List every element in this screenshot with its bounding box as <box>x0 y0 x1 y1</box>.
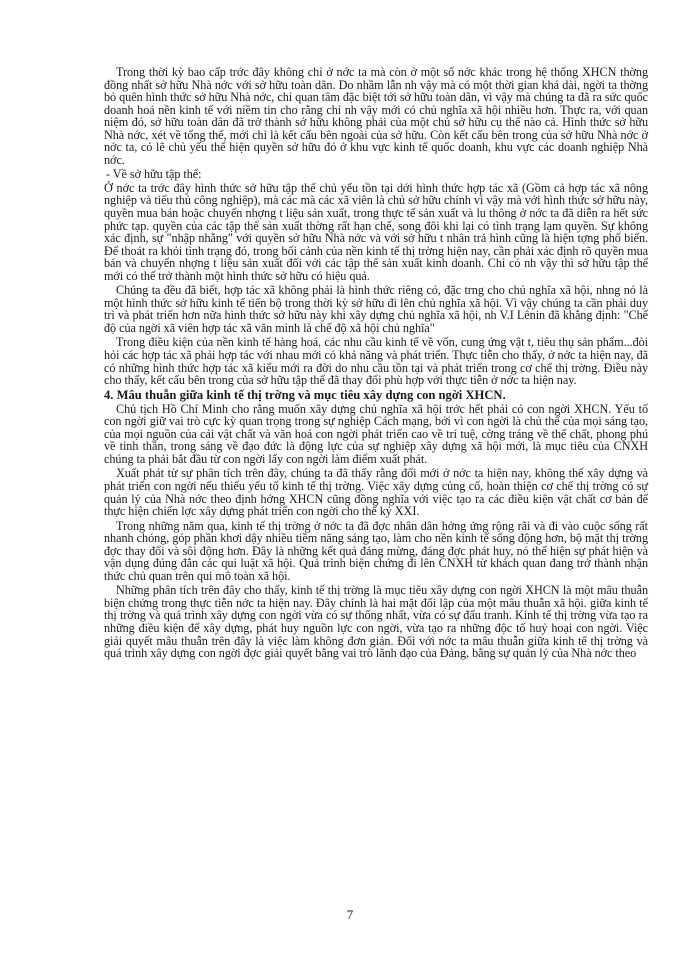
paragraph-cooperatives: Chúng ta đều đã biết, hợp tác xã không phải là hình thức riêng có, đặc trng cho chủ nghĩa xã hội, nhng nó là một hình thức sở hữu kinh tế tiến bộ trong thời kỳ sở hữu đi lên chủ nghĩa xã hội. Vì vậy chúng ta cần phải duy trì và phát triển hơn nữa hình thức sở hữu này khi xây dựng chủ nghĩa xã hội, nh V.I Lênin đã khẳng định: "Chế độ của ngời xã viên hợp tác xã văn minh là chế độ xã hội chủ nghĩa" <box>104 283 648 335</box>
paragraph-contradiction: Những phân tích trên đây cho thấy, kinh tế thị trờng là mục tiêu xây dựng con ngời XHCN là một mâu thuẫn biện chứng trong thực tiễn nớc ta hiện nay. Đây chính là hai mặt đối lập của một mâu thuẫn xã hội. giữa kinh tế thị trờng và quá trình xây dựng con ngời vừa có sự thống nhất, vừa có sự đấu tranh. Kinh tế thị trờng vừa tạo ra những điều kiện để xây dựng, phát huy nguồn lực con ngời, vừa tạo ra những độc tố huỷ hoại con ngời. Việc giải quyết mâu thuẫn trên đây là việc làm không đơn giản. Đối với nớc ta mâu thuẫn giữa kinh tế thị trờng và quá trình xây dựng con ngời đợc giải quyết bằng vai trò lãnh đạo của Đảng, bằng sự quản lý của Nhà nớc theo <box>104 583 648 661</box>
subheading-collective-ownership: - Về sở hữu tập thể: <box>106 167 202 182</box>
paragraph-state-ownership: Trong thời kỳ bao cấp trớc đây không chỉ ở nớc ta mà còn ở một số nớc khác trong hệ thống XHCN thờng đồng nhất sở hữu Nhà nớc với sở hữu toàn dân. Do nhầm lẫn nh vậy mà có một thời gian khá dài, ngời ta thờng bỏ quên hình thức sở hữu Nhà nớc, chỉ quan tâm đặc biệt tới sở hữu toàn dân, vì vậy mà chúng ta đã ra sức quốc doanh hoá nền kinh tế với niềm tin cho rằng chỉ nh vậy mới có chủ nghĩa xã hội nhiều hơn. Thực ra, với quan niệm đó, sở hữu toàn dân đã trở thành sở hữu không phải của một chủ sở hữu cụ thể nào cả. Hình thức sở hữu Nhà nớc, xét về tổng thể, mới chỉ là kết cấu bên ngoài của sở hữu. Còn kết cấu bên trong của sở hữu Nhà nớc ở nớc ta, có lẽ chủ yếu thể hiện quyền sở hữu đó ở khu vực kinh tế quốc doanh, khu vực các doanh nghiệp Nhà nớc. <box>104 65 648 167</box>
section-heading-4: 4. Mâu thuẫn giữa kinh tế thị trờng và mục tiêu xây dựng con ngời XHCN. <box>104 387 506 402</box>
paragraph-collective-ownership: Ở nớc ta trớc đây hình thức sở hữu tập thể chủ yếu tồn tại dới hình thức hợp tác xã (Gồm cả hợp tác xã nông nghiệp và tiểu thủ công nghiệp), mà các mà các xã viên là chủ sở hữu chính vì vậy mà với hình thức sở hữu này, quyền mua bán hoặc chuyển nhợng t liệu sản xuất, trong thực tế sản xuất và lu thông ở nớc ta đã diễn ra hết sức phức tạp. quyền của các tập thể sản xuất thờng rất hạn chế, song đôi khi lại có tình trạng lạm quyền. Sự không xác định, sự "nhập nhằng" với quyền sở hữu Nhà nớc và với sở hữu t nhân trá hình cũng là hiện tợng phổ biến. Để thoát ra khỏi tình trạng đó, trong bối cảnh của nền kinh tế thị trờng hiện nay, cần phải xác định rõ quyền mua bán và chuyển nhợng t liệu sản xuất đối với các tập thể sản xuất kinh doanh. Chỉ có nh vậy thì sở hữu tập thể mới có thể trở thành một hình thức sở hữu có hiệu quả. <box>104 180 648 283</box>
paragraph-recent-years: Trong những năm qua, kinh tế thị trờng ở nớc ta đã đợc nhân dân hởng ứng rộng rãi và đi vào cuộc sống rất nhanh chóng, góp phần khơi dậy nhiều tiềm năng sáng tạo, làm cho nền kinh tế sống động hơn, bộ mặt thị trờng đợc thay đổi và sôi động hơn. Đây là những kết quả đáng mừng, đáng đợc phát huy, nó thể hiện sự phát hiện và vận dụng đúng đắn các qui luật xã hội. Quá trình biện chứng đi lên CNXH từ khách quan đang trở thành nhận thức chủ quan trên qui mô toàn xã hội. <box>104 518 648 583</box>
paragraph-ho-chi-minh: Chủ tịch Hồ Chí Minh cho rằng muốn xây dựng chủ nghĩa xã hội trớc hết phải có con ngời XHCN. Yếu tố con ngời giữ vai trò cực kỳ quan trọng trong sự nghiệp Cách mạng, bởi vì con ngời là chủ thể của mọi sáng tạo, của mọi nguồn của cải vật chất và văn hoá con ngời phát triển cao về trí tuệ, cờng tráng về thể chất, phong phú về tinh thần, trong sáng về đạo đức là động lực của sự nghiệp xây dựng xã hội mới, là mục tiêu của CNXH chúng ta phải bắt đầu từ con ngời lấy con ngời làm điểm xuất phát. <box>104 401 648 466</box>
paragraph-commodity-economy: Trong điều kiện của nền kinh tế hàng hoá, các nhu cầu kinh tế về vốn, cung ứng vật t, tiêu thụ sản phẩm...đòi hỏi các hợp tác xã phải hợp tác với nhau mới có khả năng và phát triển. Thực tiễn cho thấy, ở nớc ta hiện nay, đã có những hình thức hợp tác xã kiểu mới ra đời do nhu cầu tồn tại và phát triển trong cơ chế thị trờng. Điều này cho thấy, kết cấu bên trong của sở hữu tập thể đã thay đổi phù hợp với thực tiễn ở nớc ta hiện nay. <box>104 335 648 388</box>
paragraph-analysis: Xuất phát từ sự phân tích trên đây, chúng ta đã thấy rằng đổi mới ở nớc ta hiện nay, không thể xây dựng và phát triển con ngời nếu thiếu yếu tố kinh tế thị trờng. Việc xây dựng củng cố, hoàn thiện cơ chế thị trờng có sự quản lý của Nhà nớc theo định hớng XHCN cũng đồng nghĩa với việc tạo ra các điều kiện vật chất cơ bản để thực hiện chiến lợc xây dựng phát triển con ngời cho thế kỷ XXI. <box>104 466 648 519</box>
page-number: 7 <box>346 907 354 922</box>
